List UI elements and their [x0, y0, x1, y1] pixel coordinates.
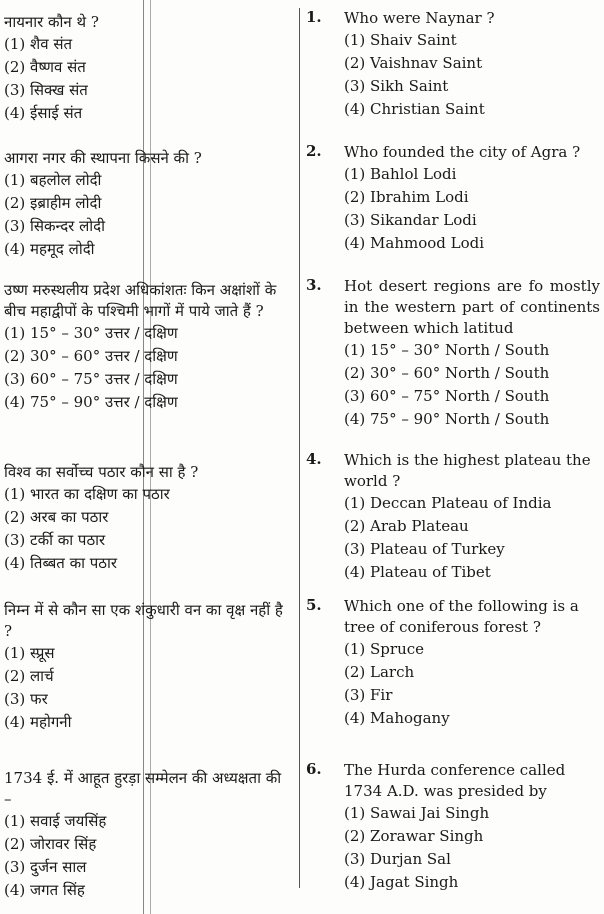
option: (3) Plateau of Turkey — [344, 540, 505, 558]
option: (4) Mahogany — [344, 709, 450, 727]
english-question-4 — [300, 450, 604, 584]
option: (2) Ibrahim Lodi — [344, 188, 469, 206]
option: (1) भारत का दक्षिण का पठार — [4, 485, 170, 503]
hindi-question-2 — [4, 148, 289, 261]
option: (1) Deccan Plateau of India — [344, 494, 552, 512]
option: (3) 60° – 75° North / South — [344, 387, 550, 405]
option: (3) Durjan Sal — [344, 850, 451, 868]
question-stem: Hot desert regions are fo mostly in the western part of continents between which latitud — [344, 277, 600, 337]
question-stem: Which is the highest plateau the world ? — [344, 451, 591, 490]
question-number: 3. — [306, 276, 322, 294]
option: (4) Plateau of Tibet — [344, 563, 491, 581]
option: (4) 75° – 90° उत्तर / दक्षिण — [4, 393, 178, 411]
option: (1) Shaiv Saint — [344, 31, 457, 49]
option: (1) सवाई जयसिंह — [4, 812, 107, 830]
option: (4) जगत सिंह — [4, 881, 85, 899]
option: (3) टर्की का पठार — [4, 531, 106, 549]
option: (1) स्प्रूस — [4, 644, 55, 662]
option: (4) Jagat Singh — [344, 873, 459, 891]
option: (1) Sawai Jai Singh — [344, 804, 490, 822]
option: (1) बहलोल लोदी — [4, 171, 102, 189]
question-stem: 1734 ई. में आहूत हुरड़ा सम्मेलन की अध्यक्षता की – — [4, 769, 282, 808]
question-stem: नायनार कौन थे ? — [4, 13, 99, 31]
option: (3) सिक्ख संत — [4, 81, 88, 99]
option: (4) 75° – 90° North / South — [344, 410, 550, 428]
option: (2) लार्च — [4, 667, 54, 685]
option: (2) अरब का पठार — [4, 508, 109, 526]
question-stem: The Hurda conference called 1734 A.D. was presided by — [344, 761, 566, 800]
english-question-3 — [300, 276, 604, 431]
question-number: 5. — [306, 596, 322, 614]
option: (3) सिकन्दर लोदी — [4, 217, 105, 235]
option: (1) शैव संत — [4, 35, 73, 53]
option: (2) Larch — [344, 663, 415, 681]
option: (4) तिब्बत का पठार — [4, 554, 118, 572]
option: (2) Arab Plateau — [344, 517, 469, 535]
option: (2) 30° – 60° उत्तर / दक्षिण — [4, 347, 178, 365]
hindi-question-1 — [4, 12, 289, 125]
option: (2) 30° – 60° North / South — [344, 364, 550, 382]
option: (1) Bahlol Lodi — [344, 165, 457, 183]
option: (2) Vaishnav Saint — [344, 54, 483, 72]
option: (4) Mahmood Lodi — [344, 234, 485, 252]
center-divider — [299, 8, 300, 888]
question-stem: उष्ण मरुस्थलीय प्रदेश अधिकांशतः किन अक्षांशों के बीच महाद्वीपों के पश्चिमी भागों में पाये जाते हैं ? — [4, 281, 277, 320]
question-number: 6. — [306, 760, 322, 778]
option: (1) 15° – 30° North / South — [344, 341, 550, 359]
question-stem: आगरा नगर की स्थापना किसने की ? — [4, 149, 202, 167]
option: (1) Spruce — [344, 640, 425, 658]
option: (4) ईसाई संत — [4, 104, 83, 122]
english-question-2 — [300, 142, 604, 255]
hindi-question-5 — [4, 600, 284, 734]
option: (2) वैष्णव संत — [4, 58, 86, 76]
question-stem: Who founded the city of Agra ? — [344, 143, 581, 161]
english-question-1 — [300, 8, 604, 121]
hindi-question-6 — [4, 768, 289, 902]
option: (1) 15° – 30° उत्तर / दक्षिण — [4, 324, 178, 342]
question-stem: विश्व का सर्वोच्च पठार कौन सा है ? — [4, 463, 199, 481]
option: (3) फर — [4, 690, 48, 708]
option: (3) Sikh Saint — [344, 77, 449, 95]
question-number: 4. — [306, 450, 322, 468]
option: (3) Sikandar Lodi — [344, 211, 477, 229]
question-stem: Which one of the following is a tree of coniferous forest ? — [344, 597, 579, 636]
option: (4) Christian Saint — [344, 100, 485, 118]
english-question-5 — [300, 596, 604, 730]
question-number: 2. — [306, 142, 322, 160]
english-question-6 — [300, 760, 604, 894]
question-stem: Who were Naynar ? — [344, 9, 495, 27]
option: (2) इब्राहीम लोदी — [4, 194, 102, 212]
option: (4) महोगनी — [4, 713, 72, 731]
option: (3) दुर्जन साल — [4, 858, 87, 876]
hindi-question-3 — [4, 280, 286, 414]
option: (3) Fir — [344, 686, 393, 704]
option: (2) Zorawar Singh — [344, 827, 484, 845]
question-number: 1. — [306, 8, 322, 26]
question-stem: निम्न में से कौन सा एक शंकुधारी वन का वृक्ष नहीं है ? — [4, 601, 283, 640]
option: (3) 60° – 75° उत्तर / दक्षिण — [4, 370, 178, 388]
option: (2) जोरावर सिंह — [4, 835, 97, 853]
hindi-question-4 — [4, 462, 289, 575]
option: (4) महमूद लोदी — [4, 240, 95, 258]
